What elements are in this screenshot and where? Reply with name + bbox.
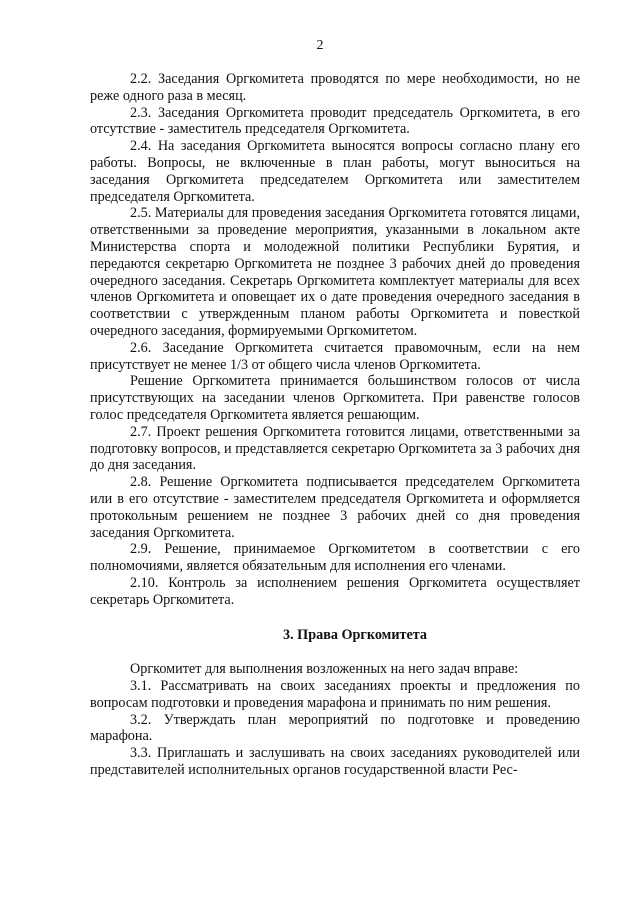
paragraph-2-9: 2.9. Решение, принимаемое Оргкомитетом в соответствии с его полномочиями, является обязательным для исполнения его членами. bbox=[90, 541, 580, 575]
spacer bbox=[90, 643, 580, 661]
paragraph-2-8: 2.8. Решение Оргкомитета подписывается председателем Оргкомитета или в его отсутствие - заместителем председателя Оргкомитета и оформляется протокольным решением не позднее 3 рабочих дней со дня проведения заседания Оргкомитета. bbox=[90, 474, 580, 541]
section-heading: 3. Права Оргкомитета bbox=[282, 626, 428, 643]
paragraph-2-6: 2.6. Заседание Оргкомитета считается правомочным, если на нем присутствует не менее 1/3 от общего числа членов Оргкомитета. bbox=[90, 339, 580, 373]
paragraph-2-10: 2.10. Контроль за исполнением решения Оргкомитета осуществляет секретарь Оргкомитета. bbox=[90, 574, 580, 608]
paragraph-3-1: 3.1. Рассматривать на своих заседаниях проекты и предложения по вопросам подготовки и проведения марафона и принимать по ним решения. bbox=[90, 678, 580, 711]
paragraph-2-3: 2.3. Заседания Оргкомитета проводит председатель Оргкомитета, в его отсутствие - заместитель председателя Оргкомитета. bbox=[90, 104, 580, 138]
paragraph-3-3: 3.3. Приглашать и заслушивать на своих заседаниях руководителей или представителей исполнительных органов государственной власти Рес- bbox=[90, 745, 580, 779]
page-number: 2 bbox=[316, 38, 324, 53]
paragraph-3-2: 3.2. Утверждать план мероприятий по подготовке и проведению марафона. bbox=[90, 711, 580, 745]
paragraph-2-6-decision: Решение Оргкомитета принимается большинством голосов от числа присутствующих на заседании членов Оргкомитета. При равенстве голосов голос председателя Оргкомитета является решающим. bbox=[90, 373, 580, 423]
paragraph-2-5: 2.5. Материалы для проведения заседания Оргкомитета готовятся лицами, ответственными за проведение мероприятия, указанными в локальном акте Министерства спорта и молодежной политики Республики Бурятия, и передаются секретарю Оргкомитета не позднее 3 рабочих дней до проведения очередного заседания. Секретарь Оргкомитета комплектует материалы для всех членов Оргкомитета и оповещает их о дате проведения очередного заседания в соответствии с утвержденным планом работы Оргкомитета и повесткой очередного заседания, формируемыми Оргкомитетом. bbox=[90, 205, 580, 339]
spacer bbox=[90, 609, 580, 627]
paragraph-rights-intro: Оргкомитет для выполнения возложенных на него задач вправе: bbox=[130, 661, 519, 678]
paragraph-2-7: 2.7. Проект решения Оргкомитета готовится лицами, ответственными за подготовку вопросов, и представляется секретарю Оргкомитета за 3 рабочих дня до дня заседания. bbox=[90, 423, 580, 474]
paragraph-2-2: 2.2. Заседания Оргкомитета проводятся по мере необходимости, но не реже одного раза в месяц. bbox=[90, 71, 580, 104]
document-body bbox=[90, 71, 580, 779]
paragraph-2-4: 2.4. На заседания Оргкомитета выносятся вопросы согласно плану его работы. Вопросы, не включенные в план работы, могут выноситься на заседания Оргкомитета председателем Оргкомитета или заместителем председателя Оргкомитета. bbox=[90, 138, 580, 205]
